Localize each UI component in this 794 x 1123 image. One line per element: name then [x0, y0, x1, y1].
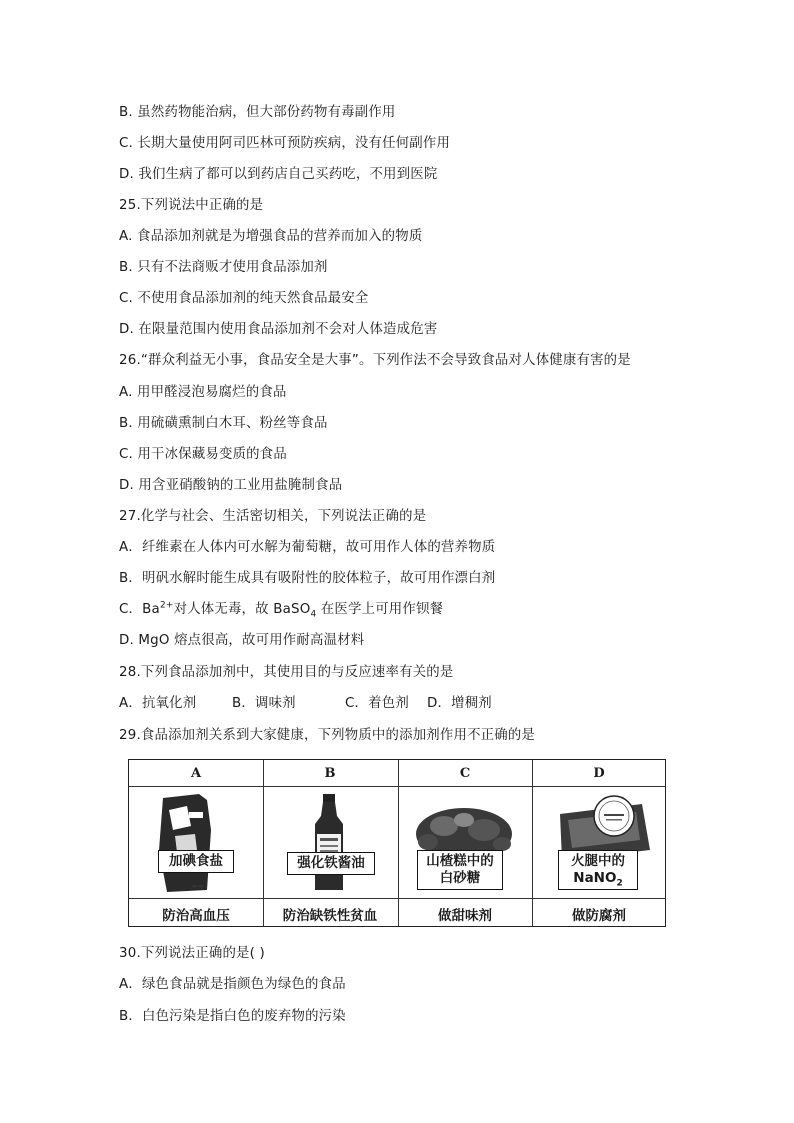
q25-option-d: D. 在限量范围内使用食品添加剂不会对人体造成危害 [119, 322, 438, 337]
question-27-stem: 27.化学与社会、生活密切相关，下列说法正确的是 [119, 509, 427, 524]
use-d: 做防腐剂 [572, 908, 626, 924]
question-29-stem: 29.食品添加剂关系到大家健康，下列物质中的添加剂作用不正确的是 [119, 728, 536, 743]
use-b: 防治缺铁性贫血 [282, 908, 378, 924]
hawthorn-cake-image [398, 790, 532, 898]
q27-option-c: C．$Ba^{2+}$对人体无毒，故 BaSO$_4$ 在医学上可用作钡餐 [119, 600, 444, 620]
q24-option-c: C. 长期大量使用阿司匹林可预防疾病，没有任何副作用 [119, 136, 451, 151]
q28-option-c: C．着色剂 [345, 696, 409, 711]
q28-option-a: A．抗氧化剂 [119, 696, 197, 711]
label-iron-fortified-soy-sauce: 强化铁酱油 [287, 852, 375, 875]
label-ham-sodium-nitrite: 火腿中的 NaNO$_2$ [558, 850, 638, 890]
q24-option-b: B. 虽然药物能治病，但大部份药物有毒副作用 [119, 105, 396, 120]
q27-option-a: A．纤维素在人体内可水解为葡萄糖，故可用作人体的营养物质 [119, 540, 496, 555]
q30-option-a: A．绿色食品就是指颜色为绿色的食品 [119, 977, 346, 992]
column-header-d: D [593, 766, 605, 781]
column-header-c: C [459, 766, 471, 781]
ham-image [532, 790, 666, 898]
q26-option-d: D. 用含亚硝酸钠的工业用盐腌制食品 [119, 478, 343, 493]
soy-sauce-bottle-image [263, 790, 397, 898]
question-30-stem: 30.下列说法正确的是( ) [119, 946, 265, 961]
q28-option-d: D．增稠剂 [427, 696, 492, 711]
q28-options [119, 695, 492, 713]
q26-option-c: C. 用干冰保藏易变质的食品 [119, 447, 287, 462]
q30-option-b: B．白色污染是指白色的废弃物的污染 [119, 1009, 346, 1024]
label-hawthorn-cake-sugar: 山楂糕中的 白砂糖 [417, 850, 503, 890]
salt-bag-image [129, 790, 263, 898]
q27-option-b: B．明矾水解时能生成具有吸附性的胶体粒子，故可用作漂白剂 [119, 571, 496, 586]
q26-option-b: B. 用硫磺熏制白木耳、粉丝等食品 [119, 416, 328, 431]
svg-text:▬▬: ▬▬ [191, 882, 205, 890]
column-header-a: A [190, 766, 202, 781]
use-c: 做甜味剂 [438, 908, 492, 924]
label-iodized-salt: 加碘食盐 [158, 850, 234, 873]
column-header-b: B [324, 766, 336, 781]
question-28-stem: 28.下列食品添加剂中，其使用目的与反应速率有关的是 [119, 665, 454, 680]
question-26-stem: 26.“群众利益无小事，食品安全是大事”。下列作法不会导致食品对人体健康有害的是 [119, 353, 631, 368]
q25-option-a: A. 食品添加剂就是为增强食品的营养而加入的物质 [119, 229, 423, 244]
use-a: 防治高血压 [162, 908, 230, 924]
q25-option-b: B. 只有不法商贩才使用食品添加剂 [119, 260, 328, 275]
q27-option-d: D. MgO 熔点很高，故可用作耐高温材料 [119, 633, 365, 648]
q24-option-d: D. 我们生病了都可以到药店自己买药吃，不用到医院 [119, 167, 438, 182]
q28-option-b: B．调味剂 [232, 696, 296, 711]
question-25-stem: 25.下列说法中正确的是 [119, 198, 264, 213]
q26-option-a: A. 用甲醛浸泡易腐烂的食品 [119, 385, 287, 400]
q25-option-c: C. 不使用食品添加剂的纯天然食品最安全 [119, 291, 369, 306]
additive-table [128, 759, 666, 927]
